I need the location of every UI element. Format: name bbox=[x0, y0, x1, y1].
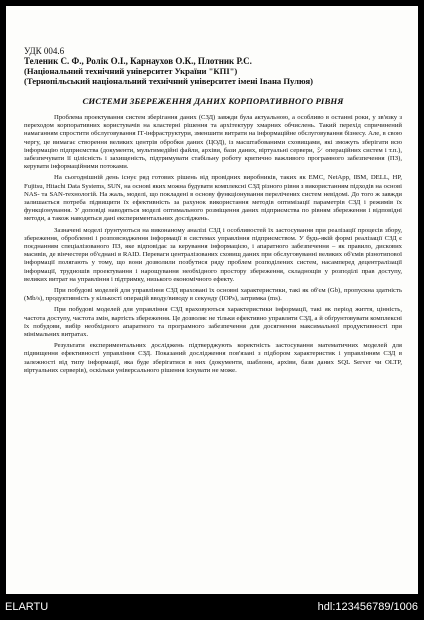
affiliation-1: (Національний технічний університет України "КПІ") bbox=[24, 66, 238, 76]
paragraph: При побудові моделей для управління СЗД враховуються характеристики інформації, такі як період життя, цінність, частота доступу, частота змін, вартість збереження. Це дозволяє не тільки ефективно управляти СЗД, а й обґрунтовувати комплексні їх побудови, вибір необхідного апаратного та програмного забезпечення для досягнення максимальної продуктивності при мінімальних витратах. bbox=[24, 306, 402, 339]
handle-id: hdl:123456789/1006 bbox=[317, 601, 418, 613]
paragraph: Зазначені моделі ґрунтуються на виконаному аналізі СЗД і особливостей їх застосування при реалізації процесів збору, збереження, обробленні і розповсюдження інформації в системах управління підприємством. У будь-якій формі реалізації СЗД є поєднанням спеціалізованого ПЗ, яке відповідає за керування інформацією, і апаратного забезпечення – як правило, дискових масивів, де вінчестери об'єднані в RAID. Переваги централізованих сховищ даних при обслуговуванні великих об'ємів різнотипової інформації полягають у тому, що вони дозволили позбутися ряду проблем розподілених систем, насамперед децентралізації інформації, трудношів проектування і нарощування необхідного простору збереження, складнощів у розподілі прав доступу, великих витрат на управління і підтримку, низького економічного ефекту. bbox=[24, 226, 402, 283]
repository-name: ELARTU bbox=[5, 601, 49, 613]
paragraph: Проблема проектування систем зберігання даних (СЗД) завжди була актуальною, а особливо в останні роки, у зв'язку з переходом корпоративних користувачів на кластерні рішення та архітектуру хмарних обчислень. Такий перехід спричинений намаганням спростити обслуговування ІТ-інфраструктури, зменшити витрати на інформаційне обслуговування бізнесу. Але, в свою чергу, це вимагає створення великих центрів обробки даних (ЦОД), із масштабованими сховищами, які зможуть зберігати всю інформацію підприємства (документи, мультимедійні файли, архіви, бази даних, віртуальні сервери, シ операційних систем і т.п.), забезпечувати її цілісність і захищеність, підтримувати стабільну роботу критично важливого програмного забезпечення (ПЗ), керувати інформаційними потоками. bbox=[24, 114, 402, 171]
paragraph: Результати експериментальних досліджень підтверджують коректність застосування математичних моделей для підвищення ефективності управління СЗД. Показаний дослідження пов'язані з підбором характеристик і управлінням СЗД в залежності від типу інформації, яка буде зберігатися в них (документи, шаблони, архіви, бази даних SQL Server чи OLTP, віртуальних серверів), оскільки універсального рішення існувати не може. bbox=[24, 342, 402, 374]
page-content bbox=[24, 46, 402, 378]
udc-code: УДК 004.6 bbox=[24, 46, 65, 56]
paragraph: При побудові моделей для управління СЗД враховані їх основні характеристики, такі як об'єм (Gb), пропускна здатність (Mb/s), продуктивність у кількості операцій вводу/виводу в секунду (IOPs), затримка (ms). bbox=[24, 287, 402, 303]
paragraph: На сьогоднішній день існує ряд готових рішень від провідних виробників, таких як EMC, NetApp, IBM, DELL, HP, Fujitsu, Hitachi Data Systems, SUN, на основі яких можна будувати комплексні СЗД різного рівня з використанням підходів на основі NAS- та SAN-технологій. На жаль, моделі, що покладені в основу функціонування перелічених систем невідомі. До того ж завжди залишається потреба підвищити їх ефективність за рахунок використання методів оптимізації параметрів СЗД і режимів їх функціонування. У доповіді наводяться моделі оптимального розміщення даних підприємства по рівням збереження і відповідні методи, а також наводяться дані експериментальних досліджень. bbox=[24, 174, 402, 223]
paper-title: СИСТЕМИ ЗБЕРЕЖЕННЯ ДАНИХ КОРПОРАТИВНОГО РІВНЯ bbox=[82, 96, 344, 106]
repository-footer bbox=[0, 594, 424, 620]
authors: Теленик С. Ф., Ролік О.І., Карнаухов О.К., Плотник Р.С. bbox=[24, 56, 252, 66]
affiliation-2: (Тернопільський національний технічний університет імені Івана Пулюя) bbox=[24, 76, 314, 86]
document-page bbox=[6, 6, 418, 594]
